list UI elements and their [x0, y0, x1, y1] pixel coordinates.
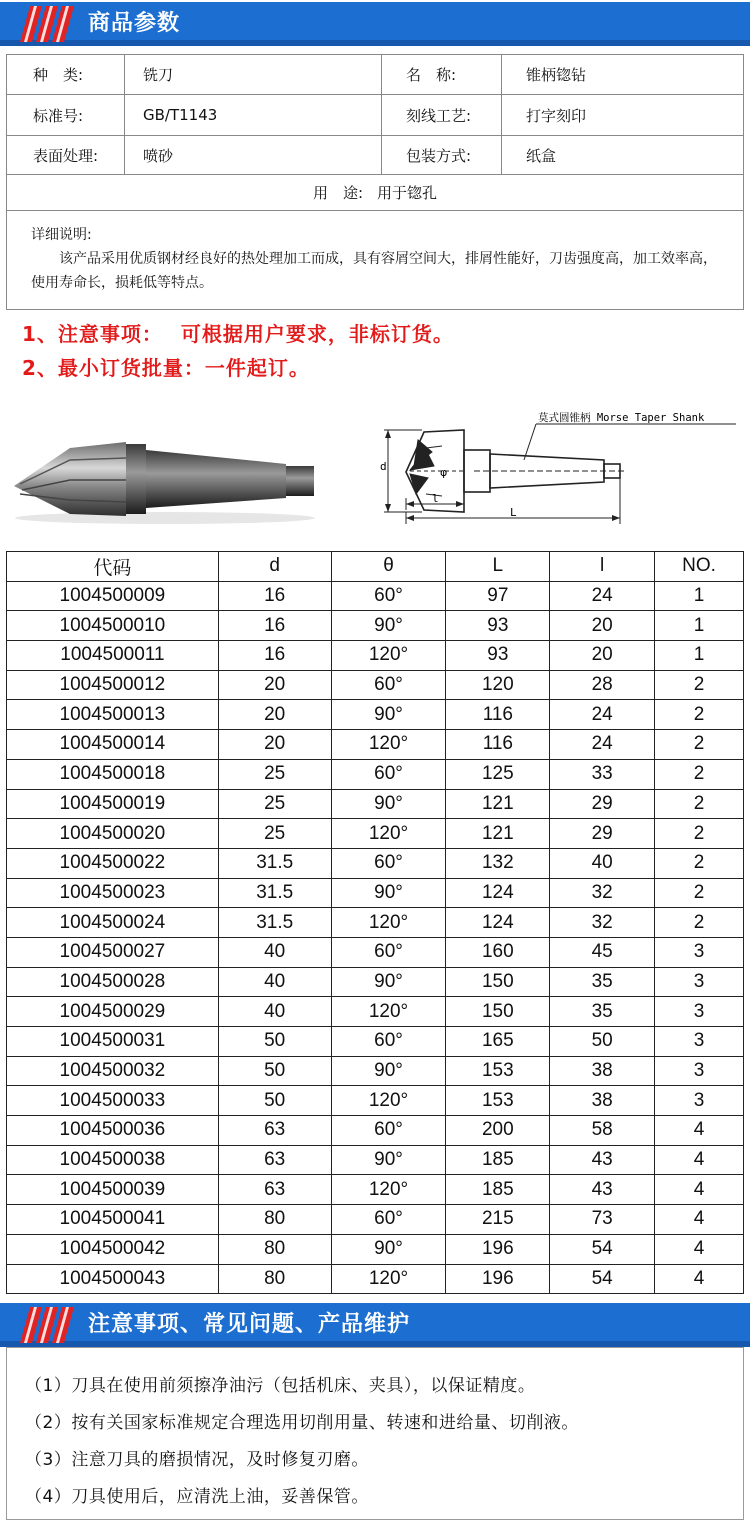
table-row — [7, 1205, 744, 1235]
cell-l: 29 — [550, 789, 655, 819]
table-row — [7, 611, 744, 641]
table-row — [7, 819, 744, 849]
cell-d: 31.5 — [218, 878, 331, 908]
usage-label: 用 途: — [312, 184, 364, 202]
cell-d: 16 — [218, 611, 331, 641]
cell-no: 4 — [655, 1205, 744, 1235]
param-row — [7, 136, 743, 175]
col-header-no: NO. — [655, 552, 744, 582]
cell-L: 116 — [446, 700, 550, 730]
param-row — [7, 55, 743, 95]
cell-theta: 120° — [331, 1264, 446, 1294]
cell-d: 50 — [218, 1027, 331, 1057]
cell-d: 40 — [218, 997, 331, 1027]
cell-l: 24 — [550, 730, 655, 760]
notice-line-1 — [22, 318, 454, 347]
param-value: 喷砂 — [125, 136, 382, 174]
param-value: 锥柄锪钻 — [526, 66, 587, 84]
param-label: 名 称: — [382, 55, 502, 94]
cell-no: 4 — [655, 1175, 744, 1205]
tip-item: （4）刀具使用后，应清洗上油，妥善保管。 — [25, 1487, 369, 1507]
cell-code: 1004500039 — [7, 1175, 219, 1205]
cell-d: 31.5 — [218, 848, 331, 878]
cell-d: 80 — [218, 1264, 331, 1294]
table-row — [7, 967, 744, 997]
cell-d: 40 — [218, 937, 331, 967]
dim-l-label: l — [432, 492, 439, 505]
cell-no: 2 — [655, 789, 744, 819]
cell-l: 32 — [550, 908, 655, 938]
cell-theta: 90° — [331, 1056, 446, 1086]
spec-table — [6, 551, 744, 1294]
cell-L: 97 — [446, 581, 550, 611]
cell-l: 58 — [550, 1116, 655, 1146]
cell-L: 165 — [446, 1027, 550, 1057]
cell-L: 200 — [446, 1116, 550, 1146]
cell-no: 3 — [655, 1056, 744, 1086]
col-header-l: l — [550, 552, 655, 582]
cell-L: 124 — [446, 908, 550, 938]
cell-theta: 120° — [331, 819, 446, 849]
cell-no: 2 — [655, 730, 744, 760]
cell-L: 150 — [446, 997, 550, 1027]
cell-code: 1004500012 — [7, 670, 219, 700]
cell-no: 3 — [655, 937, 744, 967]
table-row — [7, 1027, 744, 1057]
cell-d: 63 — [218, 1116, 331, 1146]
cell-no: 2 — [655, 908, 744, 938]
cell-no: 2 — [655, 759, 744, 789]
section-header-notes — [0, 1303, 750, 1347]
dim-theta-label: φ — [440, 466, 448, 479]
cell-L: 150 — [446, 967, 550, 997]
cell-l: 54 — [550, 1264, 655, 1294]
spec-header-row — [7, 552, 744, 582]
param-value: 打字刻印 — [526, 106, 587, 125]
cell-L: 160 — [446, 937, 550, 967]
cell-code: 1004500022 — [7, 848, 219, 878]
cell-L: 153 — [446, 1056, 550, 1086]
cell-theta: 120° — [331, 997, 446, 1027]
cell-L: 196 — [446, 1264, 550, 1294]
cell-code: 1004500013 — [7, 700, 219, 730]
cell-theta: 90° — [331, 1234, 446, 1264]
cell-L: 196 — [446, 1234, 550, 1264]
cell-no: 2 — [655, 848, 744, 878]
cell-l: 45 — [550, 937, 655, 967]
cell-no: 4 — [655, 1264, 744, 1294]
countersink-photo — [10, 418, 320, 528]
slash-logo-icon — [20, 6, 78, 42]
table-row — [7, 1056, 744, 1086]
cell-l: 29 — [550, 819, 655, 849]
cell-code: 1004500018 — [7, 759, 219, 789]
cell-l: 43 — [550, 1175, 655, 1205]
cell-l: 33 — [550, 759, 655, 789]
cell-d: 25 — [218, 819, 331, 849]
detail-text: 该产品采用优质钢材经良好的热处理加工而成，具有容屑空间大，排屑性能好，刀齿强度高，加工效率高，使用寿命长，损耗低等特点。 — [31, 251, 717, 291]
slash-logo-icon — [20, 1307, 78, 1343]
table-row — [7, 1116, 744, 1146]
cell-code: 1004500023 — [7, 878, 219, 908]
cell-no: 4 — [655, 1145, 744, 1175]
param-label: 刻线工艺: — [382, 95, 502, 135]
cell-l: 24 — [550, 700, 655, 730]
usage-row — [7, 175, 743, 211]
param-value: 铣刀 — [125, 55, 382, 94]
table-row — [7, 1086, 744, 1116]
cell-l: 35 — [550, 967, 655, 997]
cell-L: 185 — [446, 1175, 550, 1205]
cell-no: 1 — [655, 611, 744, 641]
table-row — [7, 878, 744, 908]
cell-d: 80 — [218, 1205, 331, 1235]
col-header-d: d — [218, 552, 331, 582]
tip-item: （3）注意刀具的磨损情况，及时修复刃磨。 — [25, 1450, 369, 1470]
param-label: 标准号: — [7, 95, 125, 135]
cell-theta: 90° — [331, 789, 446, 819]
cell-code: 1004500027 — [7, 937, 219, 967]
usage-value: 用于锪孔 — [377, 184, 438, 202]
cell-code: 1004500014 — [7, 730, 219, 760]
spec-body — [7, 581, 744, 1294]
cell-no: 2 — [655, 878, 744, 908]
notice-1-prefix: 1、注意事项： — [22, 322, 163, 346]
cell-theta: 120° — [331, 1175, 446, 1205]
cell-code: 1004500009 — [7, 581, 219, 611]
cell-L: 125 — [446, 759, 550, 789]
param-value: 纸盒 — [526, 146, 557, 165]
cell-theta: 60° — [331, 848, 446, 878]
tip-item: （2）按有关国家标准规定合理选用切削用量、转速和进给量、切削液。 — [25, 1413, 579, 1433]
cell-d: 25 — [218, 759, 331, 789]
table-row — [7, 700, 744, 730]
cell-L: 132 — [446, 848, 550, 878]
table-row — [7, 730, 744, 760]
cell-no: 3 — [655, 997, 744, 1027]
cell-code: 1004500031 — [7, 1027, 219, 1057]
table-row — [7, 908, 744, 938]
cell-l: 73 — [550, 1205, 655, 1235]
table-row — [7, 1145, 744, 1175]
cell-theta: 90° — [331, 700, 446, 730]
cell-l: 24 — [550, 581, 655, 611]
cell-theta: 120° — [331, 641, 446, 671]
cell-l: 20 — [550, 611, 655, 641]
cell-code: 1004500010 — [7, 611, 219, 641]
table-row — [7, 1175, 744, 1205]
cell-theta: 60° — [331, 1116, 446, 1146]
cell-d: 20 — [218, 670, 331, 700]
cell-no: 2 — [655, 700, 744, 730]
cell-theta: 60° — [331, 937, 446, 967]
shank-label: 莫式圆锥柄 Morse Taper Shank — [538, 412, 705, 424]
cell-L: 121 — [446, 789, 550, 819]
cell-d: 31.5 — [218, 908, 331, 938]
cell-theta: 60° — [331, 670, 446, 700]
cell-l: 32 — [550, 878, 655, 908]
cell-no: 4 — [655, 1234, 744, 1264]
cell-L: 121 — [446, 819, 550, 849]
cell-theta: 60° — [331, 1027, 446, 1057]
cell-code: 1004500029 — [7, 997, 219, 1027]
table-row — [7, 759, 744, 789]
cell-code: 1004500011 — [7, 641, 219, 671]
cell-theta: 90° — [331, 611, 446, 641]
cell-d: 16 — [218, 581, 331, 611]
dim-L-label: L — [510, 506, 517, 519]
detail-description — [7, 211, 743, 311]
cell-L: 120 — [446, 670, 550, 700]
cell-d: 20 — [218, 700, 331, 730]
notice-line-2: 2、最小订货批量：一件起订。 — [22, 356, 310, 380]
cell-l: 28 — [550, 670, 655, 700]
param-label: 包装方式: — [382, 136, 502, 174]
section-title: 商品参数 — [88, 11, 181, 36]
cell-theta: 120° — [331, 908, 446, 938]
cell-d: 50 — [218, 1086, 331, 1116]
param-row — [7, 95, 743, 136]
cell-L: 153 — [446, 1086, 550, 1116]
cell-theta: 90° — [331, 878, 446, 908]
cell-code: 1004500043 — [7, 1264, 219, 1294]
cell-L: 124 — [446, 878, 550, 908]
cell-no: 2 — [655, 670, 744, 700]
cell-code: 1004500033 — [7, 1086, 219, 1116]
cell-l: 38 — [550, 1086, 655, 1116]
cell-l: 43 — [550, 1145, 655, 1175]
cell-code: 1004500041 — [7, 1205, 219, 1235]
cell-d: 40 — [218, 967, 331, 997]
cell-no: 2 — [655, 819, 744, 849]
col-header-theta: θ — [331, 552, 446, 582]
cell-l: 20 — [550, 641, 655, 671]
dim-d-label: d — [380, 460, 387, 473]
cell-theta: 90° — [331, 967, 446, 997]
cell-l: 38 — [550, 1056, 655, 1086]
param-label: 表面处理: — [7, 136, 125, 174]
cell-theta: 60° — [331, 581, 446, 611]
param-value: GB/T1143 — [125, 95, 382, 135]
table-row — [7, 1234, 744, 1264]
cell-no: 3 — [655, 1086, 744, 1116]
product-params-table — [6, 54, 744, 310]
cell-code: 1004500032 — [7, 1056, 219, 1086]
cell-code: 1004500038 — [7, 1145, 219, 1175]
table-row — [7, 581, 744, 611]
cell-d: 16 — [218, 641, 331, 671]
cell-no: 3 — [655, 967, 744, 997]
cell-theta: 120° — [331, 1086, 446, 1116]
col-header-code: 代码 — [7, 552, 219, 582]
cell-no: 1 — [655, 581, 744, 611]
table-row — [7, 641, 744, 671]
cell-d: 50 — [218, 1056, 331, 1086]
tip-item: （1）刀具在使用前须擦净油污（包括机床、夹具），以保证精度。 — [25, 1376, 536, 1396]
cell-d: 20 — [218, 730, 331, 760]
table-row — [7, 848, 744, 878]
cell-L: 215 — [446, 1205, 550, 1235]
cell-L: 185 — [446, 1145, 550, 1175]
notice-1-text: 可根据用户要求，非标订货。 — [180, 322, 454, 346]
table-row — [7, 937, 744, 967]
cell-d: 63 — [218, 1175, 331, 1205]
cell-d: 63 — [218, 1145, 331, 1175]
cell-code: 1004500036 — [7, 1116, 219, 1146]
cell-theta: 120° — [331, 730, 446, 760]
cell-no: 4 — [655, 1116, 744, 1146]
cell-l: 40 — [550, 848, 655, 878]
cell-L: 116 — [446, 730, 550, 760]
technical-drawing — [374, 406, 742, 530]
section-header-product-params — [0, 2, 750, 46]
detail-label: 详细说明: — [31, 227, 92, 243]
cell-theta: 60° — [331, 759, 446, 789]
cell-code: 1004500024 — [7, 908, 219, 938]
table-row — [7, 997, 744, 1027]
cell-l: 50 — [550, 1027, 655, 1057]
table-row — [7, 789, 744, 819]
param-label: 种 类: — [7, 55, 125, 94]
cell-L: 93 — [446, 641, 550, 671]
cell-theta: 60° — [331, 1205, 446, 1235]
cell-d: 80 — [218, 1234, 331, 1264]
cell-L: 93 — [446, 611, 550, 641]
table-row — [7, 670, 744, 700]
cell-no: 1 — [655, 641, 744, 671]
table-row — [7, 1264, 744, 1294]
col-header-L: L — [446, 552, 550, 582]
maintenance-tips — [6, 1347, 744, 1520]
cell-code: 1004500019 — [7, 789, 219, 819]
cell-theta: 90° — [331, 1145, 446, 1175]
cell-code: 1004500028 — [7, 967, 219, 997]
cell-code: 1004500020 — [7, 819, 219, 849]
cell-l: 54 — [550, 1234, 655, 1264]
cell-l: 35 — [550, 997, 655, 1027]
cell-code: 1004500042 — [7, 1234, 219, 1264]
section-title: 注意事项、常见问题、产品维护 — [88, 1312, 411, 1337]
cell-no: 3 — [655, 1027, 744, 1057]
cell-d: 25 — [218, 789, 331, 819]
